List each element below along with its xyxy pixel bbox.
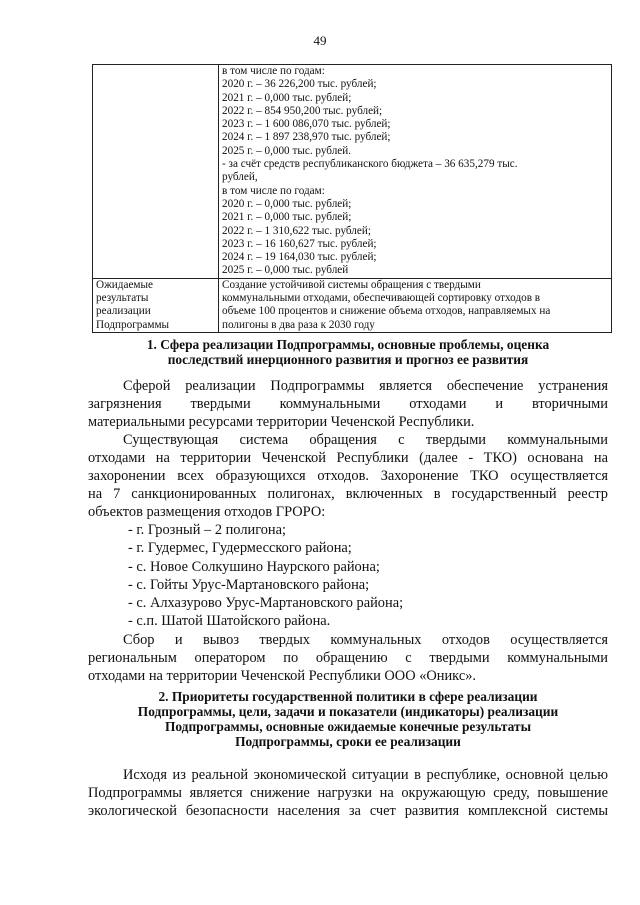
passport-table bbox=[92, 64, 612, 333]
table-row-financing bbox=[93, 65, 612, 279]
paragraph-line: объектов размещения отходов ГРОРО: bbox=[88, 504, 326, 520]
expected-value-line: полигоны в два раза к 2030 году bbox=[222, 318, 375, 331]
paragraph-line: отходами на территории Чеченской Республики ООО «Оникс». bbox=[88, 668, 476, 684]
list-item: - г. Гудермес, Гудермесского района; bbox=[128, 540, 352, 557]
list-item: - с.п. Шатой Шатойского района. bbox=[128, 613, 331, 630]
financing-line: 2024 г. – 19 164,030 тыс. рублей; bbox=[222, 251, 377, 264]
section-title-line: Подпрограммы, основные ожидаемые конечные результаты bbox=[164, 719, 532, 734]
paragraph-line: захоронении всех образующихся отходов. Захоронение ТКО осуществляется bbox=[88, 468, 608, 484]
financing-line: в том числе по годам: bbox=[222, 65, 325, 77]
paragraph-line: отходами на территории Чеченской Республики (далее - ТКО) основана на bbox=[88, 450, 608, 466]
section-1-paragraph-1 bbox=[88, 377, 608, 431]
section-1-paragraph-3 bbox=[88, 631, 608, 685]
financing-label-cell bbox=[93, 65, 219, 279]
financing-line: 2021 г. – 0,000 тыс. рублей; bbox=[222, 211, 352, 224]
financing-line: 2020 г. – 36 226,200 тыс. рублей; bbox=[222, 78, 377, 91]
section-title-line: 2. Приоритеты государственной политики в сфере реализации bbox=[158, 689, 538, 704]
expected-label-line: Подпрограммы bbox=[96, 318, 170, 331]
financing-line: 2025 г. – 0,000 тыс. рублей. bbox=[222, 144, 352, 157]
section-title-line: Подпрограммы, цели, задачи и показатели (индикаторы) реализации bbox=[137, 704, 559, 719]
paragraph-line: Исходя из реальной экономической ситуации в республике, основной целью bbox=[123, 767, 608, 783]
section-title-line: 1. Сфера реализации Подпрограммы, основные проблемы, оценка bbox=[146, 337, 550, 352]
financing-line: 2022 г. – 1 310,622 тыс. рублей; bbox=[222, 224, 371, 237]
section-title-line: Подпрограммы, сроки ее реализации bbox=[235, 734, 461, 749]
expected-label-line: реализации bbox=[96, 305, 151, 318]
financing-line: 2024 г. – 1 897 238,970 тыс. рублей; bbox=[222, 131, 391, 144]
financing-line: рублей, bbox=[222, 171, 258, 184]
section-1-paragraph-2 bbox=[88, 431, 608, 521]
expected-label-line: Ожидаемые bbox=[96, 278, 153, 291]
financing-line: - за счёт средств республиканского бюджета – 36 635,279 тыс. bbox=[222, 158, 518, 171]
paragraph-line: региональным оператором по обращению с твердыми коммунальными bbox=[88, 650, 608, 666]
list-item: - с. Гойты Урус-Мартановского района; bbox=[128, 576, 370, 593]
table-row-expected-results bbox=[93, 278, 612, 332]
expected-results-label-cell bbox=[93, 278, 219, 332]
expected-value-line: коммунальными отходами, обеспечивающей сортировку отходов в bbox=[222, 292, 541, 305]
section-1-title bbox=[88, 337, 608, 367]
expected-label-line: результаты bbox=[96, 292, 149, 305]
expected-results-value-cell bbox=[219, 278, 612, 332]
section-2-title bbox=[88, 689, 608, 749]
paragraph-line: материальными ресурсами территории Чеченской Республики. bbox=[88, 414, 475, 430]
list-item: - г. Грозный – 2 полигона; bbox=[128, 522, 287, 538]
financing-line: 2021 г. – 0,000 тыс. рублей; bbox=[222, 91, 352, 104]
paragraph-line: загрязнения твердыми коммунальными отходами и вторичными bbox=[88, 396, 608, 412]
list-item: - с. Новое Солкушино Наурского района; bbox=[128, 558, 380, 575]
list-item: - с. Алхазурово Урус-Мартановского района; bbox=[128, 595, 404, 612]
expected-value-line: объеме 100 процентов и снижение объема отходов, направляемых на bbox=[222, 305, 551, 318]
financing-line: 2020 г. – 0,000 тыс. рублей; bbox=[222, 197, 352, 210]
paragraph-line: Существующая система обращения с твердыми коммунальными bbox=[123, 432, 608, 448]
section-2-paragraph-1 bbox=[88, 766, 608, 820]
section-title-line: последствий инерционного развития и прогноз ее развития bbox=[167, 352, 529, 367]
financing-line: 2023 г. – 1 600 086,070 тыс. рублей; bbox=[222, 118, 391, 131]
financing-line: 2022 г. – 854 950,200 тыс. рублей; bbox=[222, 104, 383, 117]
financing-line: в том числе по годам: bbox=[222, 184, 325, 197]
page-number: 49 bbox=[313, 33, 327, 48]
paragraph-line: Сбор и вывоз твердых коммунальных отходов осуществляется bbox=[123, 632, 608, 648]
expected-value-line: Создание устойчивой системы обращения с твердыми bbox=[222, 278, 481, 291]
paragraph-line: Сферой реализации Подпрограммы является обеспечение устранения bbox=[123, 378, 608, 394]
financing-line: 2023 г. – 16 160,627 тыс. рублей; bbox=[222, 237, 377, 250]
landfill-list bbox=[128, 521, 403, 631]
paragraph-line: экологической безопасности населения за счет развития комплексной системы bbox=[88, 803, 608, 819]
paragraph-line: Подпрограммы является снижение нагрузки на окружающую среду, повышение bbox=[88, 785, 608, 801]
financing-value-cell bbox=[219, 65, 612, 279]
financing-line: 2025 г. – 0,000 тыс. рублей bbox=[222, 264, 349, 277]
paragraph-line: на 7 санкционированных полигонах, включенных в государственный реестр bbox=[88, 486, 608, 502]
